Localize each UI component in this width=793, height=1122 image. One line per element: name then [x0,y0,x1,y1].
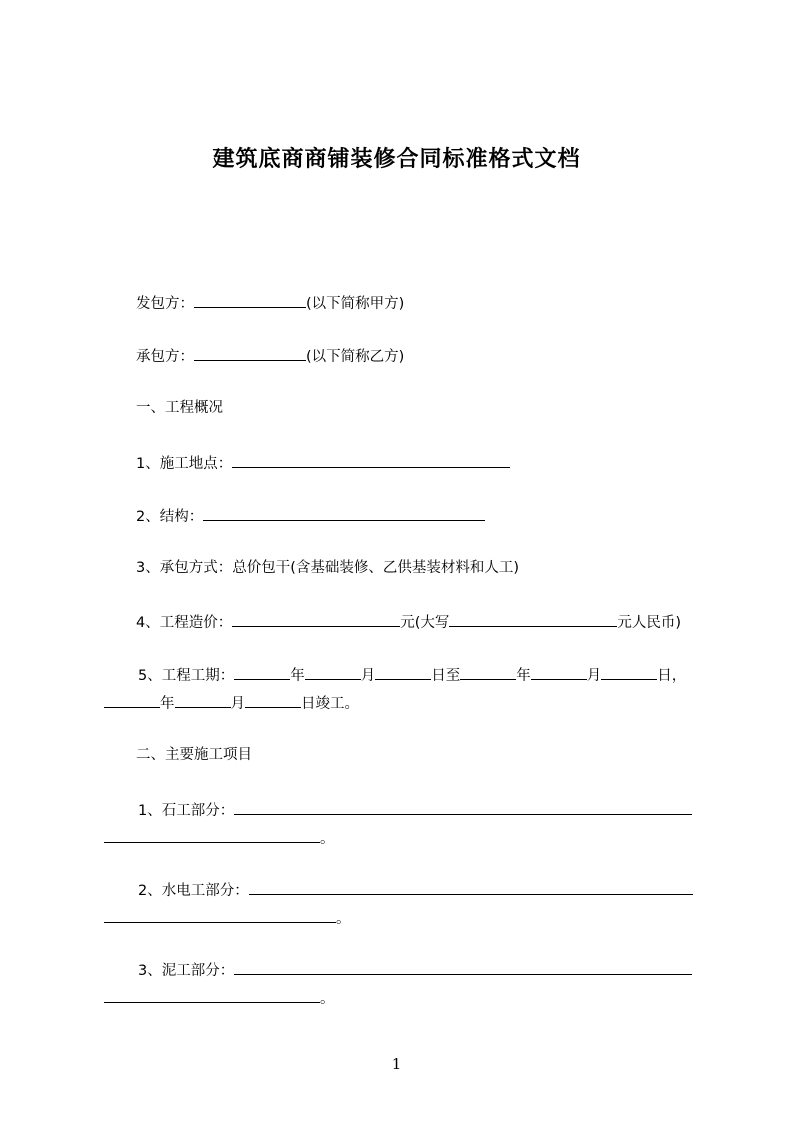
party-b-blank[interactable] [194,345,306,361]
structure-line [136,505,485,527]
plumbing-work-label: 2、水电工部分： [138,883,249,899]
masonry-work-end: 。 [320,991,335,1007]
location-label: 1、施工地点： [136,456,233,472]
plumbing-work-line [138,879,693,901]
masonry-work-line [138,959,692,981]
location-line [136,452,510,474]
party-a-line [136,292,404,314]
day-comma-text: 日， [657,668,687,684]
plumbing-work-blank-2[interactable] [104,907,336,923]
contract-mode-line: 3、承包方式：总价包干(含基础装修、乙供基装材料和人工) [136,560,520,576]
cost-amount-blank[interactable] [232,611,400,627]
period-label: 5、工程工期： [138,668,235,684]
cost-uppercase-blank[interactable] [449,611,617,627]
cost-mid: 元(大写 [400,615,450,631]
stone-work-end: 。 [320,831,335,847]
masonry-work-blank-2[interactable] [104,987,320,1003]
start-month-blank[interactable] [305,664,361,680]
year-text: 年 [516,668,531,684]
stone-work-line [138,799,692,821]
year-text: 年 [290,668,305,684]
period-line-2 [104,692,359,714]
masonry-work-label: 3、泥工部分： [138,963,235,979]
stone-work-line-2 [104,827,335,849]
stone-work-blank-1[interactable] [234,799,692,815]
structure-label: 2、结构： [136,509,204,525]
plumbing-work-end: 。 [336,911,351,927]
party-a-blank[interactable] [194,292,306,308]
masonry-work-blank-1[interactable] [234,959,692,975]
cost-label: 4、工程造价： [136,615,233,631]
end-year-blank[interactable] [460,664,516,680]
party-b-line [136,345,404,367]
plumbing-work-blank-1[interactable] [249,879,693,895]
cost-line [136,611,681,633]
end-month-blank[interactable] [531,664,587,680]
day-end-text: 日竣工。 [301,696,359,712]
month-text: 月 [230,696,245,712]
month-text: 月 [586,668,602,684]
year-text: 年 [160,696,175,712]
complete-day-blank[interactable] [245,692,301,708]
month-text: 月 [360,668,376,684]
complete-year-blank[interactable] [104,692,160,708]
section2-heading: 二、主要施工项目 [136,747,252,763]
complete-month-blank[interactable] [175,692,231,708]
page-number: 1 [391,1055,402,1073]
party-a-label: 发包方： [136,296,194,312]
location-blank[interactable] [232,452,510,468]
stone-work-blank-2[interactable] [104,827,320,843]
document-title: 建筑底商商铺装修合同标准格式文档 [212,147,581,172]
party-b-suffix: (以下简称乙方) [306,349,405,365]
section1-heading: 一、工程概况 [136,400,223,416]
party-b-label: 承包方： [136,349,194,365]
start-year-blank[interactable] [234,664,290,680]
plumbing-work-line-2 [104,907,351,929]
party-a-suffix: (以下简称甲方) [306,296,405,312]
start-day-blank[interactable] [375,664,431,680]
period-line-1 [138,664,686,686]
day-to-text: 日至 [431,668,461,684]
cost-suffix: 元人民币) [617,615,682,631]
stone-work-label: 1、石工部分： [138,803,235,819]
structure-blank[interactable] [203,505,485,521]
end-day-blank[interactable] [601,664,657,680]
masonry-work-line-2 [104,987,335,1009]
